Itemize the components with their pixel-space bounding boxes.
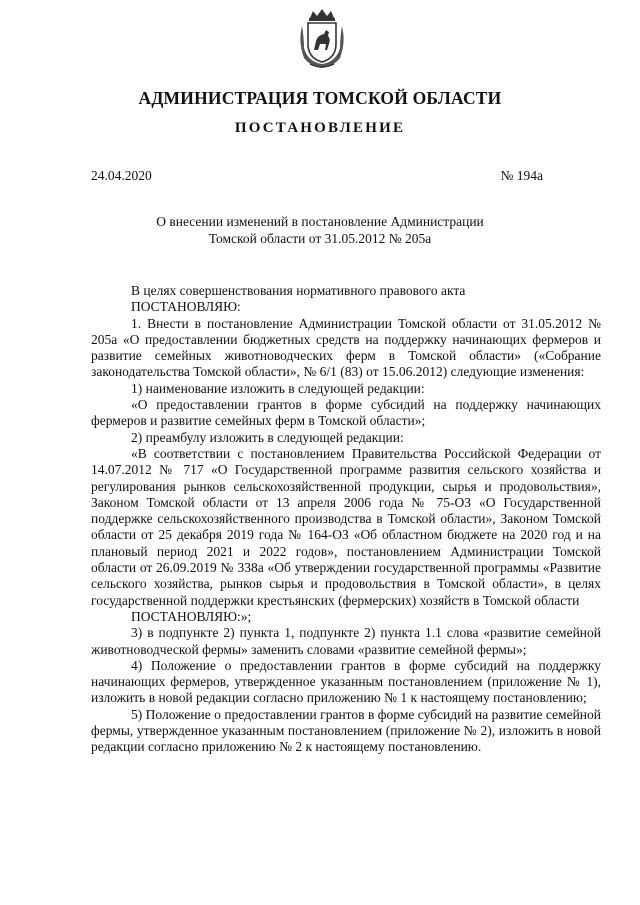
body-paragraph: ПОСТАНОВЛЯЮ:»;	[131, 608, 252, 624]
body-paragraph: «О предоставлении грантов в форме субсидий на поддержку начинающих фермеров и развитие семейных ферм в Томской области»;	[91, 397, 601, 429]
document-subject	[120, 213, 520, 247]
body-paragraph: 4) Положение о предоставлении грантов в форме субсидий на поддержку начинающих фермеров, утвержденное указанным постановлением (приложение № 1), изложить в новой редакции согласно приложению № 1 к настоящему постановлению;	[91, 657, 601, 706]
body-paragraph: ПОСТАНОВЛЯЮ:	[131, 299, 241, 315]
body-paragraph: «В соответствии с постановлением Правительства Российской Федерации от 14.07.2012 № 717 «О Государственной программе развития сельского хозяйства и регулирования рынков сельскохозяйственной продукции, сырья и продовольствия», Законом Томской области от 13 апреля 2006 года № 75-ОЗ «О Государственной поддержке сельскохозяйственного производства в Томской области», Законом Томской области от 25 декабря 2019 года № 164-ОЗ «Об областном бюджете на 2020 год и на плановый период 2021 и 2022 годов», постановлением Администрации Томской области от 26.09.2019 № 338а «Об утверждении государственной программы «Развитие сельского хозяйства, рынков сырья и продовольствия в Томской области», в целях государственной поддержки крестьянских (фермерских) хозяйств в Томской области	[91, 445, 601, 608]
subject-line: Томской области от 31.05.2012 № 205а	[208, 231, 432, 246]
subject-line: О внесении изменений в постановление Администрации	[156, 214, 484, 229]
body-paragraph: 1) наименование изложить в следующей редакции:	[131, 380, 425, 396]
body-paragraph: 2) преамбулу изложить в следующей редакции:	[131, 429, 404, 445]
body-paragraph: В целях совершенствования нормативного правового акта	[131, 283, 466, 298]
coat-of-arms-icon	[296, 8, 348, 70]
body-paragraph: 3) в подпункте 2) пункта 1, подпункте 2) пункта 1.1 слова «развитие семейной животноводческой фермы» заменить словами «развитие семейной фермы»;	[91, 625, 601, 657]
body-paragraph: 5) Положение о предоставлении грантов в форме субсидий на развитие семейной фермы, утвержденное указанным постановлением (приложение № 2), изложить в новой редакции согласно приложению № 2 к настоящему постановлению.	[91, 706, 601, 755]
document-date: 24.04.2020	[91, 168, 152, 183]
document-type: ПОСТАНОВЛЕНИЕ	[234, 120, 406, 136]
organization-title: АДМИНИСТРАЦИЯ ТОМСКОЙ ОБЛАСТИ	[138, 88, 502, 108]
body-paragraph: 1. Внести в постановление Администрации Томской области от 31.05.2012 № 205а «О предоставлении бюджетных средств на поддержку начинающих фермеров и развитие семейных животноводческих ферм в Томской области» («Собрание законодательства Томской области», № 6/1 (83) от 15.06.2012) следующие изменения:	[91, 315, 601, 380]
document-number: № 194а	[500, 168, 543, 183]
document-body	[91, 283, 601, 756]
